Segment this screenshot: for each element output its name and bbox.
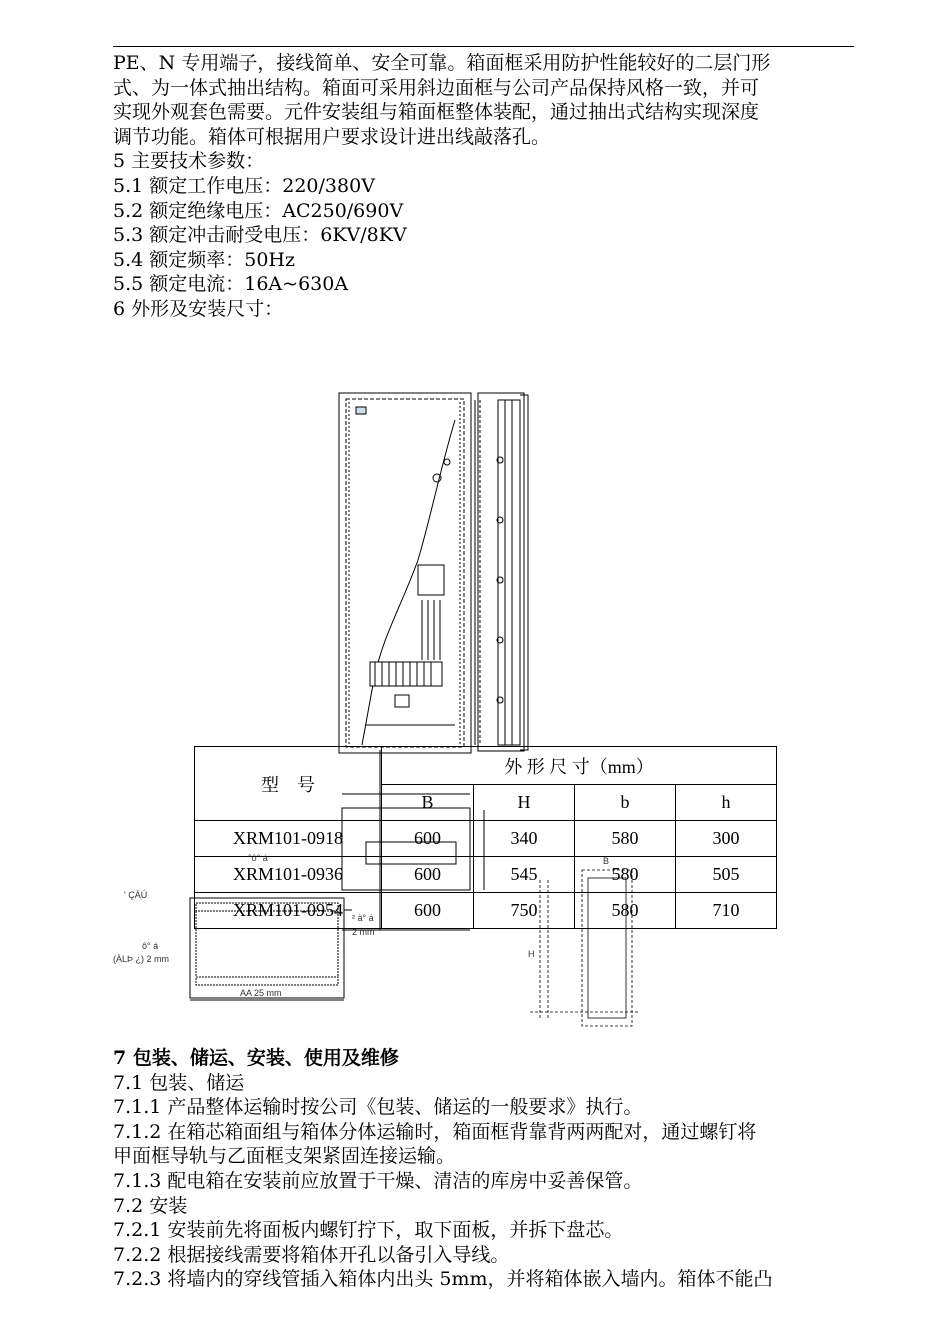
section5-heading: 5 主要技术参数： [113, 150, 265, 173]
column-header: B [382, 785, 474, 821]
value-cell: 505 [676, 857, 777, 893]
table-row [195, 821, 777, 857]
model-header: 型 号 [195, 747, 382, 821]
value-cell: 580 [575, 857, 676, 893]
section7-heading: 7 包装、储运、安装、使用及维修 [113, 1047, 399, 1069]
intro-line: 调节功能。箱体可根据用户要求设计进出线敲落孔。 [113, 125, 551, 148]
detail-label: AA 25 mm [240, 988, 282, 998]
header-rule [113, 46, 854, 47]
value-cell: 600 [382, 893, 474, 929]
section7-line: 7.2.3 将墙内的穿线管插入箱体内出头 5mm，并将箱体嵌入墙内。箱体不能凸 [113, 1268, 773, 1291]
value-cell: 300 [676, 821, 777, 857]
dimension-label-b: B [603, 856, 610, 866]
value-cell: 710 [676, 893, 777, 929]
section7-block [113, 1046, 858, 1292]
intro-line: 实现外观套色需要。元件安装组与箱面框整体装配，通过抽出式结构实现深度 [113, 101, 760, 124]
detail-label: ' ÇÀÚ [124, 890, 148, 900]
detail-label: °ô° á [248, 853, 268, 863]
column-header: h [676, 785, 777, 821]
section7-line: 7.1 包装、储运 [113, 1071, 245, 1094]
value-cell: 545 [474, 857, 575, 893]
value-cell: 750 [474, 893, 575, 929]
detail-label: (ÀLÞ ¿) 2 mm [113, 954, 170, 964]
section7-line: 7.1.2 在箱芯箱面组与箱体分体运输时，箱面框背靠背两两配对，通过螺钉将 [113, 1120, 757, 1143]
group-header: 外 形 尺 寸（mm） [382, 747, 777, 785]
dimension-label-h: H [528, 949, 535, 959]
top-text-block [113, 51, 858, 322]
column-header: H [474, 785, 575, 821]
spec-item: 5.1 额定工作电压：220/380V [113, 174, 375, 197]
table-row [195, 857, 777, 893]
value-cell: 340 [474, 821, 575, 857]
spec-item: 5.2 额定绝缘电压：AC250/690V [113, 199, 404, 222]
model-cell: XRM101-0918 [195, 821, 382, 857]
detail-label: 2 mm [352, 927, 375, 937]
section7-line: 7.2.2 根据接线需要将箱体开孔以备引入导线。 [113, 1243, 510, 1266]
front-view [339, 393, 471, 753]
value-cell: 580 [575, 893, 676, 929]
detail-label: ô° á [142, 941, 159, 951]
intro-line: 式、为一体式抽出结构。箱面可采用斜边面框与公司产品保持风格一致，并可 [113, 76, 760, 99]
value-cell: 600 [382, 821, 474, 857]
value-cell: 580 [575, 821, 676, 857]
model-cell: XRM101-0954 [195, 893, 382, 929]
detail-label: ² à° á [352, 913, 374, 923]
model-cell: XRM101-0936 [195, 857, 382, 893]
section7-line: 7.2 安装 [113, 1194, 188, 1217]
section7-line: 甲面框导轨与乙面框支架紧固连接运输。 [113, 1145, 456, 1168]
value-cell: 600 [382, 857, 474, 893]
column-header: b [575, 785, 676, 821]
section6-heading: 6 外形及安装尺寸： [113, 297, 284, 320]
section7-line: 7.1.1 产品整体运输时按公司《包装、储运的一般要求》执行。 [113, 1096, 643, 1119]
section7-line: 7.2.1 安装前先将面板内螺钉拧下，取下面板，并拆下盘芯。 [113, 1219, 624, 1242]
spec-item: 5.3 额定冲击耐受电压：6KV/8KV [113, 224, 407, 247]
spec-item: 5.4 额定频率：50Hz [113, 248, 296, 271]
section7-line: 7.1.3 配电箱在安装前应放置于干燥、清洁的库房中妥善保管。 [113, 1169, 643, 1192]
dimension-table [194, 746, 777, 929]
spec-item: 5.5 额定电流：16A~630A [113, 273, 349, 296]
side-view [475, 393, 528, 751]
intro-line: PE、N 专用端子，接线简单、安全可靠。箱面框采用防护性能较好的二层门形 [113, 52, 771, 74]
table-row [195, 893, 777, 929]
